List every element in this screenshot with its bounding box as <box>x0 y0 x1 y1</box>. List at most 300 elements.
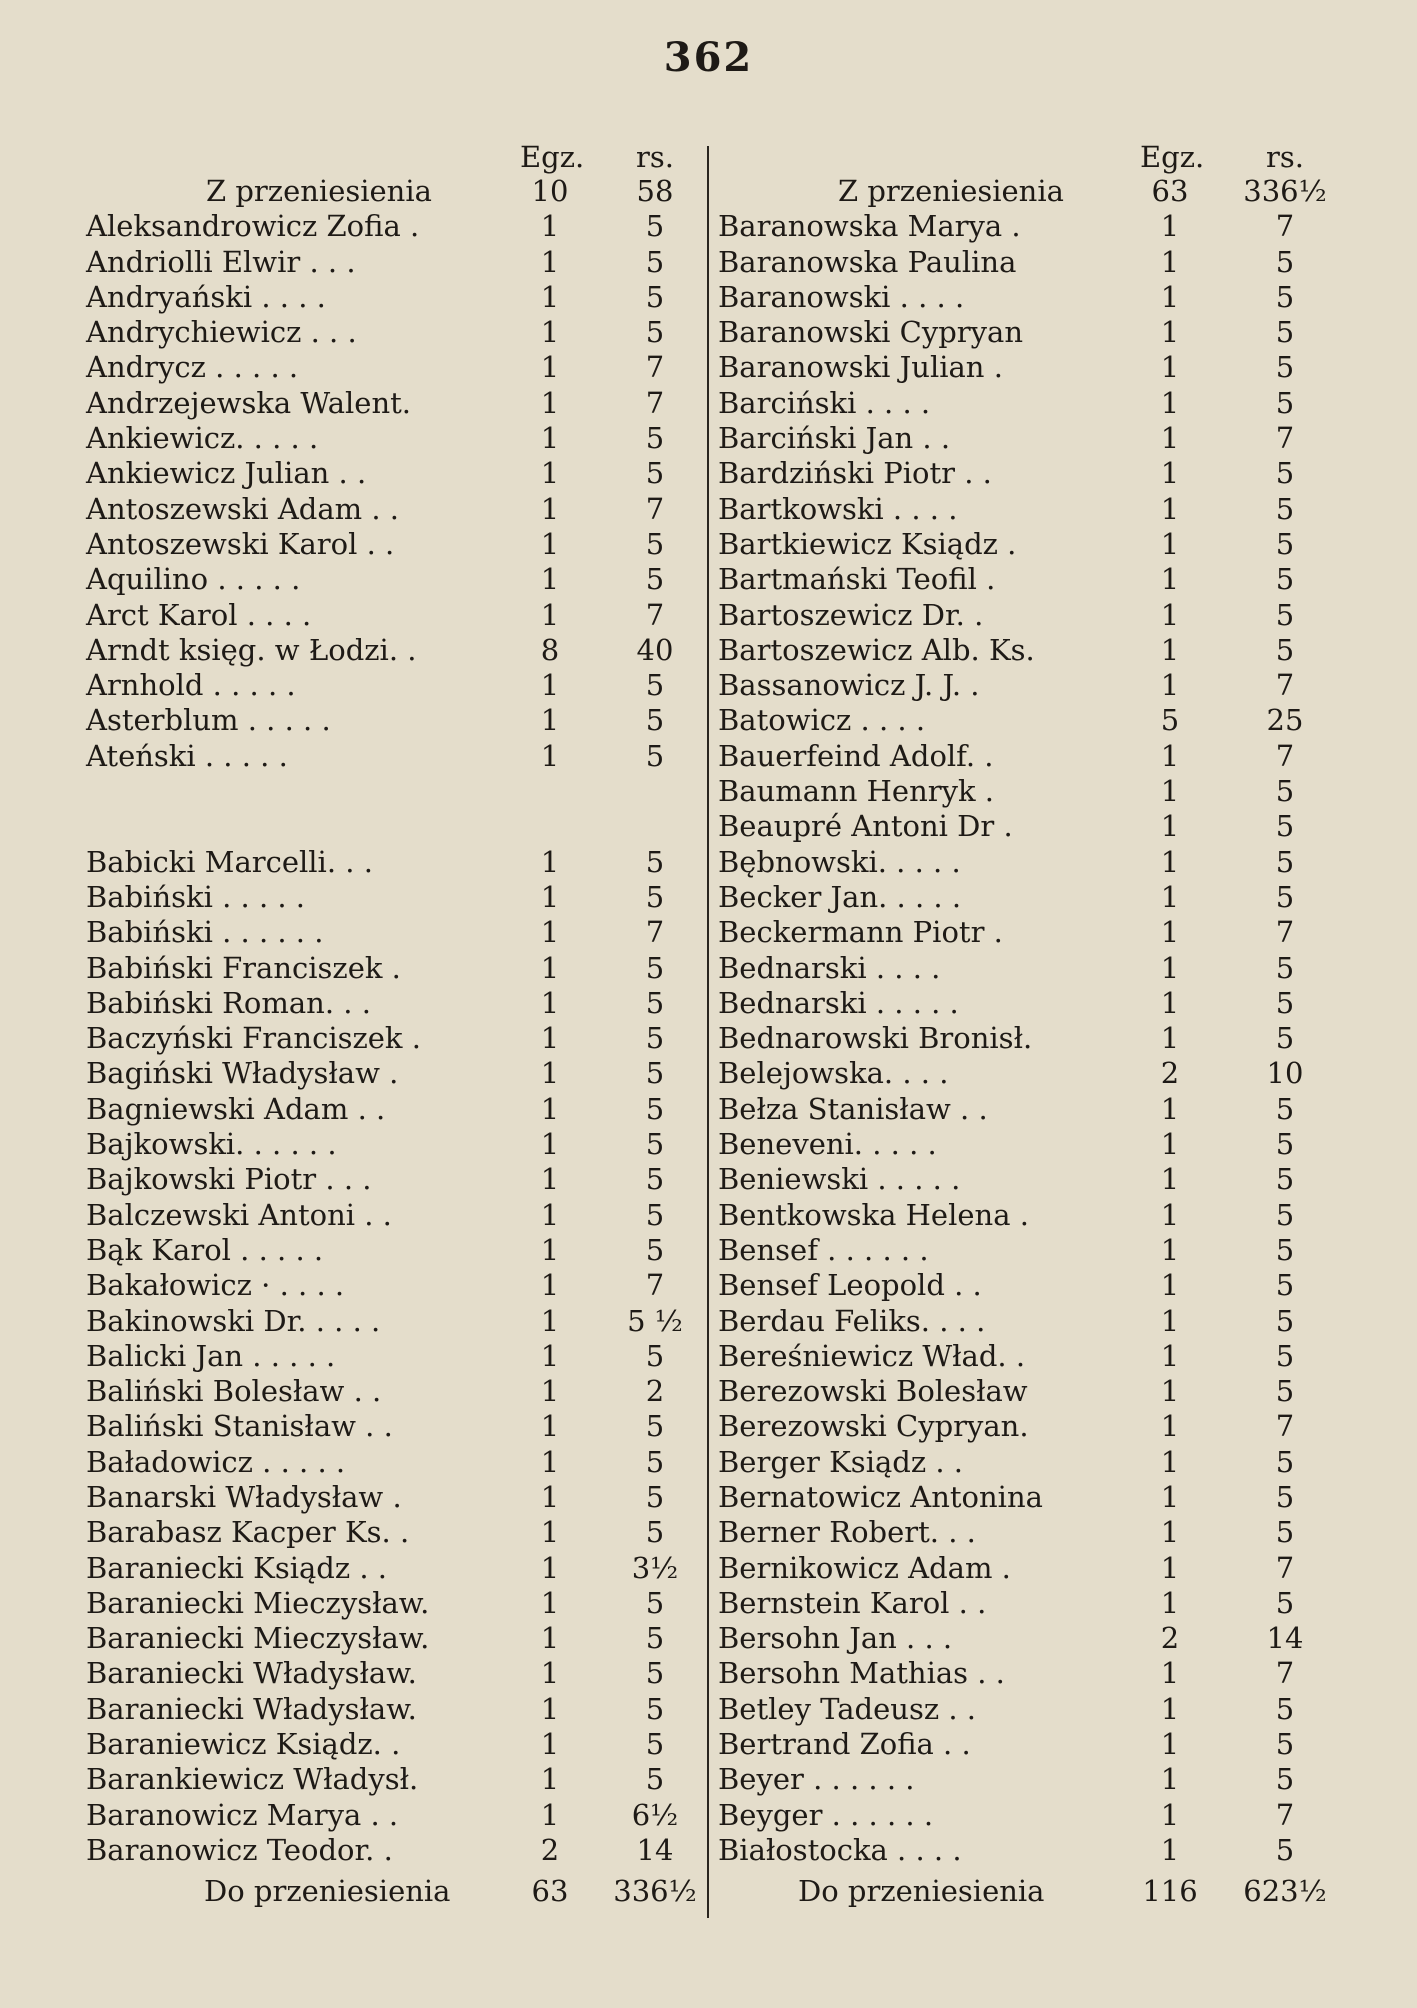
entry-egz: 1 <box>540 244 560 279</box>
entry-name: Bednarski . . . . . <box>718 985 959 1020</box>
entry-rs: 7 <box>1275 668 1295 703</box>
entry-rs: 5 <box>1275 1091 1295 1126</box>
egz-header: Egz. <box>520 140 585 174</box>
list-item <box>718 1268 1338 1303</box>
list-item <box>86 1833 700 1868</box>
entry-egz: 1 <box>540 1374 560 1409</box>
entry-name: Asterblum . . . . . <box>86 703 331 738</box>
entry-egz: 1 <box>540 1479 560 1514</box>
entry-name: Berezowski Cypryan. <box>718 1409 1029 1444</box>
entry-rs: 5 <box>1275 1374 1295 1409</box>
entry-egz: 1 <box>540 491 560 526</box>
entry-rs: 5 <box>645 1444 665 1479</box>
entry-rs: 5 <box>1275 774 1295 809</box>
list-item <box>718 1551 1338 1586</box>
entry-rs: 5 <box>645 1056 665 1091</box>
list-item <box>718 315 1338 350</box>
entry-rs: 5 <box>1275 1268 1295 1303</box>
entry-name: Aleksandrowicz Zofia . <box>86 209 420 244</box>
entry-egz: 1 <box>540 350 560 385</box>
list-item <box>718 456 1338 491</box>
entry-name: Andrzejewska Walent. <box>86 385 411 420</box>
list-item <box>718 880 1338 915</box>
list-item <box>86 633 700 668</box>
entry-egz: 1 <box>540 456 560 491</box>
entry-egz: 1 <box>540 315 560 350</box>
list-item <box>86 1551 700 1586</box>
entry-rs: 5 <box>645 1338 665 1373</box>
list-item <box>718 1233 1338 1268</box>
entry-egz: 1 <box>1160 1374 1180 1409</box>
entry-name: Bąk Karol . . . . . <box>86 1232 324 1267</box>
entry-name: Baranowska Paulina <box>718 244 1017 279</box>
right-column-header <box>718 140 1338 174</box>
entry-name: Baranowicz Marya . . <box>86 1797 399 1832</box>
entry-rs: 5 <box>1275 985 1295 1020</box>
list-item <box>86 1374 700 1409</box>
entry-rs: 5 <box>1275 1727 1295 1762</box>
list-item <box>718 1162 1338 1197</box>
entry-rs: 5 <box>645 1621 665 1656</box>
list-item <box>86 1798 700 1833</box>
entry-rs: 5 <box>645 879 665 914</box>
entry-egz: 1 <box>1160 1550 1180 1585</box>
entry-name: Babiński Franciszek . <box>86 950 401 985</box>
entry-name: Babiński . . . . . . <box>86 915 324 950</box>
list-item <box>86 562 700 597</box>
entry-name: Bensef Leopold . . <box>718 1268 982 1303</box>
entry-egz: 1 <box>1160 668 1180 703</box>
entry-name: Baraniecki Władysław. <box>86 1691 417 1726</box>
entry-egz: 1 <box>1160 1832 1180 1867</box>
entry-rs: 5 <box>1275 879 1295 914</box>
entry-egz: 1 <box>1160 985 1180 1020</box>
list-item <box>718 986 1338 1021</box>
left-footer <box>86 1874 700 1909</box>
entry-rs: 5 <box>1275 279 1295 314</box>
entry-rs: 5 <box>1275 1444 1295 1479</box>
list-item <box>718 1374 1338 1409</box>
entry-name: Beyger . . . . . . <box>718 1797 934 1832</box>
entry-egz: 1 <box>1160 1515 1180 1550</box>
entry-egz: 1 <box>540 421 560 456</box>
list-item <box>718 1833 1338 1868</box>
list-item <box>718 1304 1338 1339</box>
entry-egz: 1 <box>1160 950 1180 985</box>
list-item <box>718 1692 1338 1727</box>
entry-egz: 1 <box>540 1691 560 1726</box>
entry-rs: 5 <box>1275 809 1295 844</box>
entry-name: Arnhold . . . . . <box>86 668 296 703</box>
entry-egz: 1 <box>540 1444 560 1479</box>
list-item <box>86 1021 700 1056</box>
entry-egz: 1 <box>540 1762 560 1797</box>
list-item <box>86 1409 700 1444</box>
list-item <box>718 1586 1338 1621</box>
list-item <box>718 1621 1338 1656</box>
entry-egz: 1 <box>1160 597 1180 632</box>
entry-rs: 6½ <box>631 1797 679 1832</box>
entry-name: Berdau Feliks. . . . <box>718 1303 986 1338</box>
entry-egz: 1 <box>1160 491 1180 526</box>
rs-header: rs. <box>1266 140 1304 174</box>
entry-rs: 14 <box>636 1832 674 1867</box>
entry-rs: 5 <box>645 315 665 350</box>
entry-rs: 14 <box>1266 1621 1304 1656</box>
entry-rs: 7 <box>645 385 665 420</box>
entry-name: Arct Karol . . . . <box>86 597 312 632</box>
entry-egz: 1 <box>540 1268 560 1303</box>
list-item <box>86 1127 700 1162</box>
left-entries-a <box>86 209 700 774</box>
entry-name: Belejowska. . . . <box>718 1056 949 1091</box>
entry-rs: 7 <box>645 491 665 526</box>
entry-name: Baranowski Cypryan <box>718 315 1024 350</box>
entry-rs: 10 <box>1266 1056 1304 1091</box>
entry-name: Bednarowski Bronisł. <box>718 1021 1033 1056</box>
entry-rs: 5 <box>1275 1762 1295 1797</box>
entry-rs: 5 <box>645 1479 665 1514</box>
list-item <box>86 1480 700 1515</box>
list-item <box>718 421 1338 456</box>
list-item <box>86 1092 700 1127</box>
list-item <box>86 668 700 703</box>
entry-egz: 1 <box>540 1338 560 1373</box>
entry-egz: 1 <box>1160 809 1180 844</box>
entry-rs: 5 <box>645 1232 665 1267</box>
entry-name: Bensef . . . . . . <box>718 1232 929 1267</box>
list-item <box>718 739 1338 774</box>
entry-rs: 5 <box>1275 597 1295 632</box>
entry-name: Beneveni. . . . . <box>718 1127 937 1162</box>
entry-name: Beckermann Piotr . <box>718 915 1003 950</box>
entry-egz: 1 <box>540 1409 560 1444</box>
entry-rs: 5 <box>645 526 665 561</box>
entry-egz: 1 <box>540 209 560 244</box>
entry-egz: 1 <box>540 1056 560 1091</box>
list-item <box>718 633 1338 668</box>
entry-name: Baliński Bolesław . . <box>86 1374 382 1409</box>
entry-name: Bartoszewicz Dr. . <box>718 597 984 632</box>
entry-egz: 1 <box>1160 1479 1180 1514</box>
entry-rs: 5 <box>645 1515 665 1550</box>
entry-name: Baładowicz . . . . . <box>86 1444 346 1479</box>
list-item <box>718 1127 1338 1162</box>
entry-name: Beaupré Antoni Dr . <box>718 809 1013 844</box>
list-item <box>718 845 1338 880</box>
entry-name: Baraniecki Mieczysław. <box>86 1585 430 1620</box>
entry-rs: 5 <box>1275 315 1295 350</box>
list-item <box>718 1798 1338 1833</box>
carry-in-row <box>718 174 1338 209</box>
entry-egz: 1 <box>540 1127 560 1162</box>
entry-name: Barankiewicz Władysł. <box>86 1762 419 1797</box>
entry-rs: 2 <box>645 1374 665 1409</box>
entry-egz: 1 <box>1160 1197 1180 1232</box>
entry-name: Bełza Stanisław . . <box>718 1091 988 1126</box>
entry-rs: 5 <box>645 1197 665 1232</box>
list-item <box>718 1656 1338 1691</box>
entry-egz: 1 <box>1160 421 1180 456</box>
list-item <box>718 598 1338 633</box>
entry-egz: 1 <box>540 1621 560 1656</box>
entry-rs: 7 <box>645 915 665 950</box>
entry-egz: 1 <box>540 844 560 879</box>
entry-name: Ankiewicz Julian . . <box>86 456 367 491</box>
list-item <box>718 809 1338 844</box>
list-item <box>86 1621 700 1656</box>
entry-rs: 7 <box>645 1268 665 1303</box>
entry-name: Bartkowski . . . . <box>718 491 958 526</box>
entry-rs: 7 <box>645 597 665 632</box>
entry-egz: 1 <box>540 1232 560 1267</box>
entry-egz: 1 <box>1160 526 1180 561</box>
entry-egz: 1 <box>540 385 560 420</box>
list-item <box>86 527 700 562</box>
entry-egz: 1 <box>540 1021 560 1056</box>
list-item <box>86 1162 700 1197</box>
entry-egz: 1 <box>1160 632 1180 667</box>
entry-name: Batowicz . . . . <box>718 703 926 738</box>
list-item <box>86 986 700 1021</box>
entry-name: Beyer . . . . . . <box>718 1762 915 1797</box>
entry-egz: 1 <box>1160 456 1180 491</box>
list-item <box>718 1409 1338 1444</box>
entry-name: Bajkowski. . . . . . <box>86 1127 337 1162</box>
entry-rs: 5 <box>1275 244 1295 279</box>
entry-rs: 5 <box>1275 844 1295 879</box>
entry-rs: 5 <box>1275 1515 1295 1550</box>
entry-name: Baranowska Marya . <box>718 209 1021 244</box>
entry-egz: 1 <box>1160 1444 1180 1479</box>
carry-out-row <box>86 1874 700 1909</box>
list-item <box>86 1727 700 1762</box>
entry-name: Ateński . . . . . <box>86 738 288 773</box>
list-item <box>86 1515 700 1550</box>
entry-rs: 5 <box>1275 1303 1295 1338</box>
entry-rs: 5 <box>1275 1338 1295 1373</box>
entry-rs: 5 <box>645 1691 665 1726</box>
list-item <box>718 1515 1338 1550</box>
entry-egz: 1 <box>540 915 560 950</box>
entry-egz: 1 <box>540 703 560 738</box>
right-column <box>718 140 1338 1868</box>
entry-name: Babicki Marcelli. . . <box>86 844 373 879</box>
entry-egz: 1 <box>1160 879 1180 914</box>
carry-out-egz: 63 <box>531 1874 569 1908</box>
entry-egz: 2 <box>1160 1621 1180 1656</box>
entry-name: Bernatowicz Antonina <box>718 1479 1043 1514</box>
entry-egz: 1 <box>540 279 560 314</box>
entry-rs: 5 <box>1275 1021 1295 1056</box>
entry-name: Baliński Stanisław . . <box>86 1409 393 1444</box>
right-entries <box>718 209 1338 1868</box>
entry-egz: 1 <box>540 526 560 561</box>
list-item <box>718 527 1338 562</box>
entry-name: Becker Jan. . . . . <box>718 879 962 914</box>
entry-name: Bartkiewicz Ksiądz . <box>718 526 1017 561</box>
entry-name: Barciński Jan . . <box>718 421 951 456</box>
entry-name: Babiński . . . . . <box>86 879 306 914</box>
entry-egz: 1 <box>540 985 560 1020</box>
entry-egz: 1 <box>1160 1268 1180 1303</box>
entry-rs: 5 <box>1275 632 1295 667</box>
entry-rs: 5 <box>1275 385 1295 420</box>
entry-rs: 5 <box>645 668 665 703</box>
entry-rs: 5 <box>645 1091 665 1126</box>
entry-rs: 3½ <box>631 1550 679 1585</box>
entry-egz: 1 <box>1160 1409 1180 1444</box>
carry-out-rs: 336½ <box>613 1874 697 1908</box>
entry-name: Białostocka . . . . <box>718 1832 962 1867</box>
entry-name: Bagniewski Adam . . <box>86 1091 386 1126</box>
entry-name: Bersohn Jan . . . <box>718 1621 953 1656</box>
entry-egz: 1 <box>1160 1127 1180 1162</box>
entry-egz: 1 <box>1160 244 1180 279</box>
list-item <box>718 774 1338 809</box>
entry-egz: 2 <box>540 1832 560 1867</box>
entry-name: Barabasz Kacper Ks. . <box>86 1515 410 1550</box>
entry-name: Bernstein Karol . . <box>718 1585 987 1620</box>
entry-name: Balicki Jan . . . . . <box>86 1338 336 1373</box>
entry-rs: 5 <box>1275 1832 1295 1867</box>
entry-name: Bagiński Władysław . <box>86 1056 399 1091</box>
list-item <box>718 1092 1338 1127</box>
entry-egz: 1 <box>1160 1232 1180 1267</box>
entry-rs: 7 <box>1275 1656 1295 1691</box>
list-item <box>718 492 1338 527</box>
entry-rs: 5 ½ <box>627 1303 683 1338</box>
entry-egz: 1 <box>1160 209 1180 244</box>
page-number: 362 <box>663 34 754 81</box>
list-item <box>86 492 700 527</box>
entry-name: Bartoszewicz Alb. Ks. <box>718 632 1035 667</box>
left-entries-b <box>86 845 700 1869</box>
list-item <box>718 1339 1338 1374</box>
entry-name: Antoszewski Karol . . <box>86 526 395 561</box>
list-item <box>718 1198 1338 1233</box>
entry-rs: 5 <box>645 738 665 773</box>
list-item <box>86 1692 700 1727</box>
left-column <box>86 140 700 1868</box>
entry-name: Bauerfeind Adolf. . <box>718 738 994 773</box>
entry-name: Babiński Roman. . . <box>86 985 371 1020</box>
entry-egz: 5 <box>1160 703 1180 738</box>
entry-egz: 1 <box>1160 1762 1180 1797</box>
entry-rs: 5 <box>645 1762 665 1797</box>
list-item <box>718 1480 1338 1515</box>
carry-out-row <box>718 1874 1338 1909</box>
entry-rs: 5 <box>645 1162 665 1197</box>
entry-rs: 5 <box>645 1727 665 1762</box>
entry-name: Andrycz . . . . . <box>86 350 299 385</box>
entry-rs: 5 <box>645 244 665 279</box>
list-item <box>86 1233 700 1268</box>
entry-rs: 5 <box>1275 1691 1295 1726</box>
entry-rs: 5 <box>645 1127 665 1162</box>
entry-rs: 5 <box>1275 456 1295 491</box>
entry-rs: 7 <box>1275 1797 1295 1832</box>
list-item <box>86 1586 700 1621</box>
entry-name: Bassanowicz J. J. . <box>718 668 980 703</box>
entry-name: Bertrand Zofia . . <box>718 1727 971 1762</box>
entry-name: Andryański . . . . <box>86 279 326 314</box>
list-item <box>718 1727 1338 1762</box>
entry-egz: 1 <box>540 1797 560 1832</box>
entry-rs: 5 <box>645 985 665 1020</box>
list-item <box>86 1656 700 1691</box>
carry-out-label: Do przeniesienia <box>798 1874 1045 1908</box>
entry-egz: 2 <box>1160 1056 1180 1091</box>
entry-rs: 5 <box>645 279 665 314</box>
carry-out-egz: 116 <box>1142 1874 1198 1908</box>
entry-name: Antoszewski Adam . . <box>86 491 399 526</box>
entry-name: Barciński . . . . <box>718 385 931 420</box>
entry-egz: 1 <box>540 950 560 985</box>
entry-name: Baraniecki Ksiądz . . <box>86 1550 388 1585</box>
entry-rs: 5 <box>1275 950 1295 985</box>
entry-egz: 1 <box>540 597 560 632</box>
list-item <box>718 951 1338 986</box>
carry-in-rs: 58 <box>636 174 674 208</box>
entry-rs: 7 <box>1275 738 1295 773</box>
entry-egz: 1 <box>1160 774 1180 809</box>
list-item <box>718 209 1338 244</box>
entry-name: Betley Tadeusz . . <box>718 1691 976 1726</box>
entry-name: Berezowski Bolesław <box>718 1374 1028 1409</box>
group-spacer <box>86 774 700 845</box>
entry-egz: 1 <box>540 1727 560 1762</box>
entry-egz: 1 <box>1160 1091 1180 1126</box>
entry-name: Andriolli Elwir . . . <box>86 244 356 279</box>
list-item <box>86 456 700 491</box>
carry-out-label: Do przeniesienia <box>204 1874 451 1908</box>
entry-name: Baraniewicz Ksiądz. . <box>86 1727 401 1762</box>
list-item <box>86 1304 700 1339</box>
entry-egz: 1 <box>540 1585 560 1620</box>
list-item <box>86 245 700 280</box>
entry-egz: 1 <box>540 1303 560 1338</box>
entry-name: Baranowski Julian . <box>718 350 1003 385</box>
entry-name: Arndt księg. w Łodzi. . <box>86 632 417 667</box>
entry-name: Baumann Henryk . <box>718 774 995 809</box>
entry-name: Bernikowicz Adam . <box>718 1550 1011 1585</box>
egz-header: Egz. <box>1140 140 1205 174</box>
column-divider <box>707 146 709 1918</box>
entry-egz: 1 <box>1160 1162 1180 1197</box>
carry-in-label: Z przeniesienia <box>206 174 432 208</box>
list-item <box>718 245 1338 280</box>
entry-rs: 5 <box>645 703 665 738</box>
entry-name: Bentkowska Helena . <box>718 1197 1029 1232</box>
entry-name: Beniewski . . . . . <box>718 1162 961 1197</box>
entry-name: Bakałowicz · . . . . <box>86 1268 345 1303</box>
entry-egz: 1 <box>540 562 560 597</box>
entry-egz: 8 <box>540 632 560 667</box>
list-item <box>718 1056 1338 1091</box>
entry-egz: 1 <box>1160 1656 1180 1691</box>
entry-name: Ankiewicz. . . . . <box>86 421 319 456</box>
entry-egz: 1 <box>540 668 560 703</box>
entry-rs: 7 <box>1275 1550 1295 1585</box>
list-item <box>86 739 700 774</box>
list-item <box>718 703 1338 738</box>
right-footer <box>718 1874 1338 1909</box>
entry-rs: 5 <box>1275 562 1295 597</box>
entry-egz: 1 <box>1160 1727 1180 1762</box>
rs-header: rs. <box>636 140 674 174</box>
entry-egz: 1 <box>1160 738 1180 773</box>
